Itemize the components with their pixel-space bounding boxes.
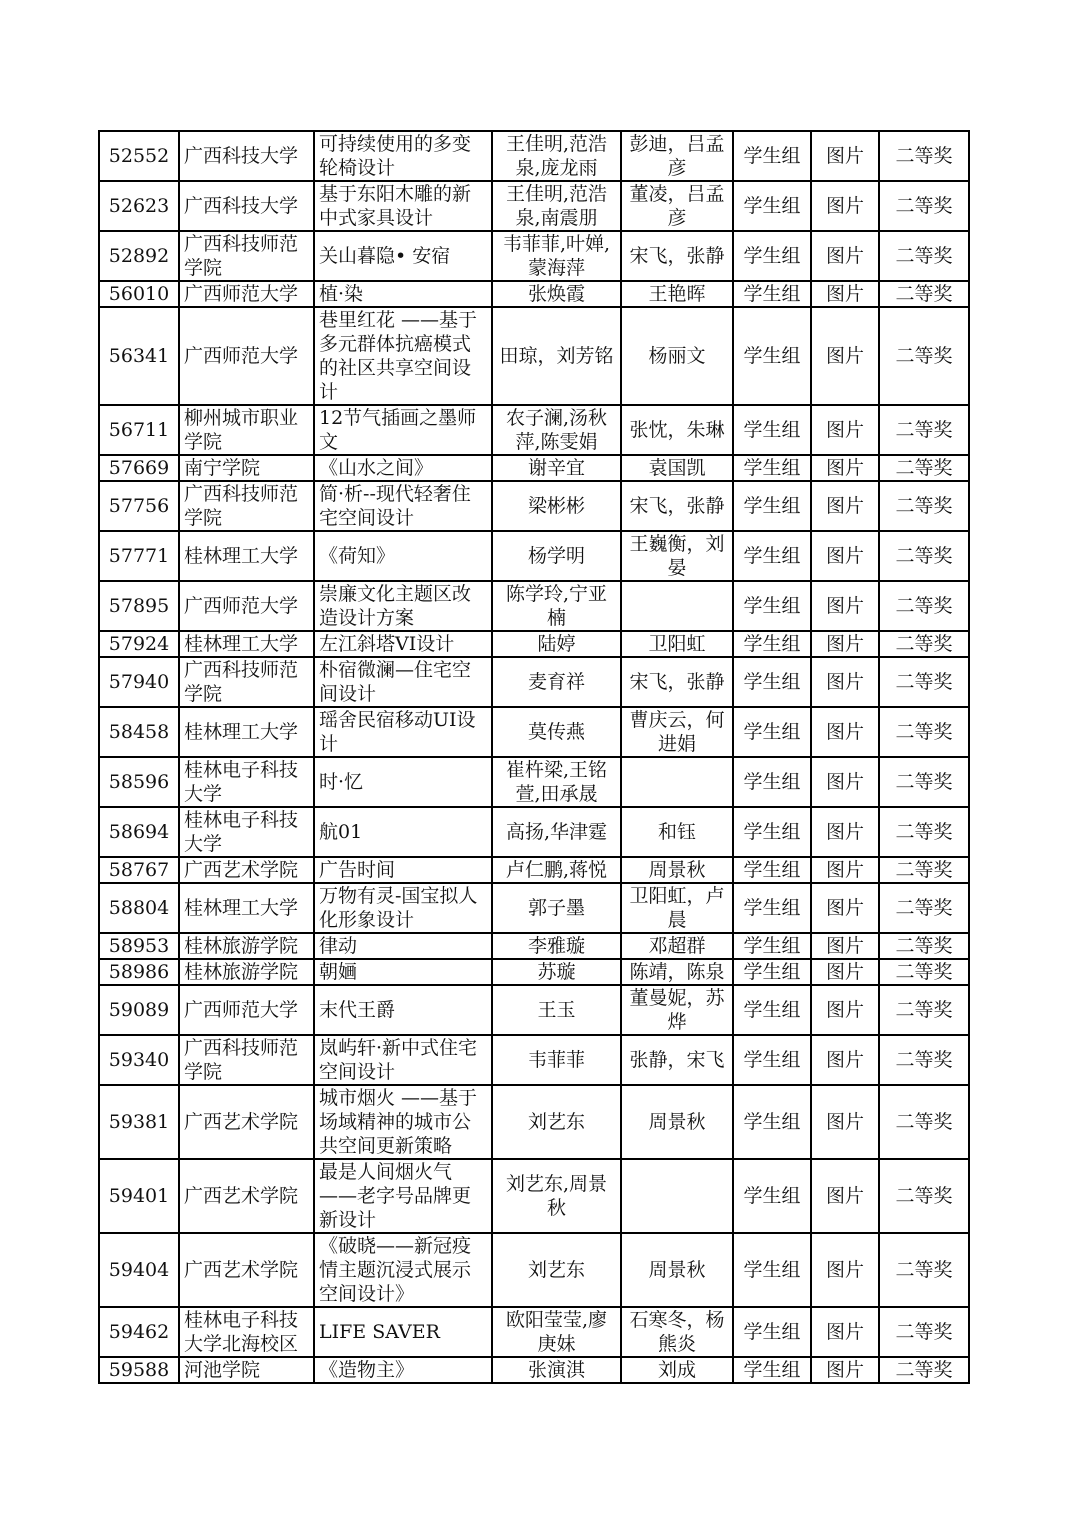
advisors-cell: 石寒冬，杨熊炎 xyxy=(621,1307,733,1357)
entry-id-cell: 59588 xyxy=(99,1357,179,1383)
advisors-cell: 彭迪，吕孟彦 xyxy=(621,131,733,181)
table-row xyxy=(99,657,969,707)
authors-cell: 卢仁鹏,蒋悦 xyxy=(492,857,621,883)
work-title-cell: 12节气插画之墨师文 xyxy=(314,405,492,455)
group-cell: 学生组 xyxy=(733,455,811,481)
work-type-cell: 图片 xyxy=(811,455,879,481)
group-cell: 学生组 xyxy=(733,1035,811,1085)
authors-cell: 韦菲菲 xyxy=(492,1035,621,1085)
prize-cell: 二等奖 xyxy=(879,1085,969,1159)
work-title-cell: 最是人间烟火气——老字号品牌更新设计 xyxy=(314,1159,492,1233)
advisors-cell: 周景秋 xyxy=(621,1233,733,1307)
work-title-cell: 广告时间 xyxy=(314,857,492,883)
table-row xyxy=(99,707,969,757)
prize-cell: 二等奖 xyxy=(879,1307,969,1357)
work-type-cell: 图片 xyxy=(811,1307,879,1357)
prize-cell: 二等奖 xyxy=(879,657,969,707)
work-type-cell: 图片 xyxy=(811,231,879,281)
table-row xyxy=(99,531,969,581)
award-table xyxy=(98,130,970,1384)
group-cell: 学生组 xyxy=(733,883,811,933)
entry-id-cell: 58953 xyxy=(99,933,179,959)
work-title-cell: 朴宿微澜—住宅空间设计 xyxy=(314,657,492,707)
school-cell: 桂林理工大学 xyxy=(179,531,314,581)
school-cell: 广西师范大学 xyxy=(179,281,314,307)
group-cell: 学生组 xyxy=(733,807,811,857)
group-cell: 学生组 xyxy=(733,181,811,231)
work-title-cell: 《山水之间》 xyxy=(314,455,492,481)
work-type-cell: 图片 xyxy=(811,807,879,857)
entry-id-cell: 57771 xyxy=(99,531,179,581)
work-title-cell: 《造物主》 xyxy=(314,1357,492,1383)
work-title-cell: 瑶舍民宿移动UI设计 xyxy=(314,707,492,757)
authors-cell: 王佳明,范浩泉,南震朋 xyxy=(492,181,621,231)
school-cell: 桂林电子科技大学 xyxy=(179,757,314,807)
advisors-cell: 宋飞，张静 xyxy=(621,481,733,531)
authors-cell: 陈学玲,宁亚楠 xyxy=(492,581,621,631)
authors-cell: 刘艺东 xyxy=(492,1233,621,1307)
school-cell: 广西科技师范学院 xyxy=(179,231,314,281)
advisors-cell: 杨丽文 xyxy=(621,307,733,405)
entry-id-cell: 59089 xyxy=(99,985,179,1035)
work-title-cell: 左江斜塔VI设计 xyxy=(314,631,492,657)
work-title-cell: 关山暮隐• 安宿 xyxy=(314,231,492,281)
table-row xyxy=(99,1085,969,1159)
authors-cell: 欧阳莹莹,廖庚妹 xyxy=(492,1307,621,1357)
school-cell: 广西科技师范学院 xyxy=(179,1035,314,1085)
entry-id-cell: 57924 xyxy=(99,631,179,657)
school-cell: 柳州城市职业学院 xyxy=(179,405,314,455)
authors-cell: 苏璇 xyxy=(492,959,621,985)
group-cell: 学生组 xyxy=(733,657,811,707)
work-title-cell: 航01 xyxy=(314,807,492,857)
prize-cell: 二等奖 xyxy=(879,1035,969,1085)
work-type-cell: 图片 xyxy=(811,581,879,631)
entry-id-cell: 56010 xyxy=(99,281,179,307)
table-row xyxy=(99,1035,969,1085)
work-title-cell: 《荷知》 xyxy=(314,531,492,581)
work-type-cell: 图片 xyxy=(811,481,879,531)
table-row xyxy=(99,1307,969,1357)
group-cell: 学生组 xyxy=(733,307,811,405)
table-row xyxy=(99,959,969,985)
table-row xyxy=(99,405,969,455)
school-cell: 广西艺术学院 xyxy=(179,1085,314,1159)
prize-cell: 二等奖 xyxy=(879,933,969,959)
advisors-cell: 陈靖，陈泉 xyxy=(621,959,733,985)
group-cell: 学生组 xyxy=(733,707,811,757)
school-cell: 广西艺术学院 xyxy=(179,1233,314,1307)
prize-cell: 二等奖 xyxy=(879,857,969,883)
group-cell: 学生组 xyxy=(733,1159,811,1233)
group-cell: 学生组 xyxy=(733,631,811,657)
entry-id-cell: 57895 xyxy=(99,581,179,631)
work-title-cell: 基于东阳木雕的新中式家具设计 xyxy=(314,181,492,231)
authors-cell: 陆婷 xyxy=(492,631,621,657)
prize-cell: 二等奖 xyxy=(879,1159,969,1233)
work-title-cell: 万物有灵-国宝拟人化形象设计 xyxy=(314,883,492,933)
prize-cell: 二等奖 xyxy=(879,757,969,807)
entry-id-cell: 58804 xyxy=(99,883,179,933)
group-cell: 学生组 xyxy=(733,131,811,181)
work-type-cell: 图片 xyxy=(811,657,879,707)
advisors-cell: 张忱，朱琳 xyxy=(621,405,733,455)
authors-cell: 谢辛宜 xyxy=(492,455,621,481)
group-cell: 学生组 xyxy=(733,1085,811,1159)
advisors-cell xyxy=(621,757,733,807)
entry-id-cell: 57756 xyxy=(99,481,179,531)
prize-cell: 二等奖 xyxy=(879,631,969,657)
prize-cell: 二等奖 xyxy=(879,707,969,757)
work-type-cell: 图片 xyxy=(811,531,879,581)
group-cell: 学生组 xyxy=(733,1307,811,1357)
authors-cell: 刘艺东 xyxy=(492,1085,621,1159)
table-row xyxy=(99,455,969,481)
advisors-cell: 卫阳虹 xyxy=(621,631,733,657)
prize-cell: 二等奖 xyxy=(879,959,969,985)
prize-cell: 二等奖 xyxy=(879,181,969,231)
advisors-cell xyxy=(621,581,733,631)
entry-id-cell: 58767 xyxy=(99,857,179,883)
authors-cell: 农子澜,汤秋萍,陈雯娟 xyxy=(492,405,621,455)
group-cell: 学生组 xyxy=(733,281,811,307)
authors-cell: 杨学明 xyxy=(492,531,621,581)
authors-cell: 张焕霞 xyxy=(492,281,621,307)
advisors-cell: 王艳晖 xyxy=(621,281,733,307)
work-type-cell: 图片 xyxy=(811,985,879,1035)
prize-cell: 二等奖 xyxy=(879,985,969,1035)
school-cell: 广西科技大学 xyxy=(179,131,314,181)
work-title-cell: 崇廉文化主题区改造设计方案 xyxy=(314,581,492,631)
advisors-cell: 卫阳虹，卢晨 xyxy=(621,883,733,933)
entry-id-cell: 58986 xyxy=(99,959,179,985)
entry-id-cell: 56341 xyxy=(99,307,179,405)
work-type-cell: 图片 xyxy=(811,631,879,657)
school-cell: 桂林理工大学 xyxy=(179,707,314,757)
prize-cell: 二等奖 xyxy=(879,405,969,455)
prize-cell: 二等奖 xyxy=(879,581,969,631)
table-row xyxy=(99,757,969,807)
entry-id-cell: 52623 xyxy=(99,181,179,231)
advisors-cell: 和钰 xyxy=(621,807,733,857)
table-row xyxy=(99,883,969,933)
table-row xyxy=(99,581,969,631)
table-row xyxy=(99,1159,969,1233)
school-cell: 桂林旅游学院 xyxy=(179,933,314,959)
table-row xyxy=(99,181,969,231)
prize-cell: 二等奖 xyxy=(879,455,969,481)
prize-cell: 二等奖 xyxy=(879,307,969,405)
work-type-cell: 图片 xyxy=(811,1159,879,1233)
authors-cell: 郭子墨 xyxy=(492,883,621,933)
school-cell: 桂林电子科技大学北海校区 xyxy=(179,1307,314,1357)
authors-cell: 田琼，刘芳铭 xyxy=(492,307,621,405)
authors-cell: 麦育祥 xyxy=(492,657,621,707)
group-cell: 学生组 xyxy=(733,405,811,455)
authors-cell: 王玉 xyxy=(492,985,621,1035)
authors-cell: 刘艺东,周景秋 xyxy=(492,1159,621,1233)
school-cell: 广西科技师范学院 xyxy=(179,481,314,531)
entry-id-cell: 58596 xyxy=(99,757,179,807)
work-type-cell: 图片 xyxy=(811,959,879,985)
advisors-cell: 周景秋 xyxy=(621,857,733,883)
work-type-cell: 图片 xyxy=(811,757,879,807)
advisors-cell: 张静，宋飞 xyxy=(621,1035,733,1085)
table-row xyxy=(99,1233,969,1307)
table-row xyxy=(99,807,969,857)
school-cell: 广西艺术学院 xyxy=(179,1159,314,1233)
entry-id-cell: 59340 xyxy=(99,1035,179,1085)
entry-id-cell: 58694 xyxy=(99,807,179,857)
table-row xyxy=(99,307,969,405)
group-cell: 学生组 xyxy=(733,933,811,959)
work-title-cell: 植·染 xyxy=(314,281,492,307)
table-row xyxy=(99,933,969,959)
work-type-cell: 图片 xyxy=(811,181,879,231)
advisors-cell: 邓超群 xyxy=(621,933,733,959)
work-title-cell: 可持续使用的多变轮椅设计 xyxy=(314,131,492,181)
work-type-cell: 图片 xyxy=(811,405,879,455)
school-cell: 桂林旅游学院 xyxy=(179,959,314,985)
work-type-cell: 图片 xyxy=(811,1085,879,1159)
work-title-cell: 朝婳 xyxy=(314,959,492,985)
school-cell: 广西科技大学 xyxy=(179,181,314,231)
work-type-cell: 图片 xyxy=(811,281,879,307)
table-row xyxy=(99,481,969,531)
school-cell: 广西师范大学 xyxy=(179,307,314,405)
work-type-cell: 图片 xyxy=(811,707,879,757)
group-cell: 学生组 xyxy=(733,857,811,883)
entry-id-cell: 56711 xyxy=(99,405,179,455)
group-cell: 学生组 xyxy=(733,481,811,531)
work-type-cell: 图片 xyxy=(811,883,879,933)
group-cell: 学生组 xyxy=(733,757,811,807)
work-title-cell: 末代王爵 xyxy=(314,985,492,1035)
table-row xyxy=(99,857,969,883)
award-table-body xyxy=(99,131,969,1383)
work-title-cell: 岚屿轩·新中式住宅空间设计 xyxy=(314,1035,492,1085)
entry-id-cell: 59401 xyxy=(99,1159,179,1233)
work-title-cell: LIFE SAVER xyxy=(314,1307,492,1357)
school-cell: 桂林理工大学 xyxy=(179,883,314,933)
group-cell: 学生组 xyxy=(733,231,811,281)
prize-cell: 二等奖 xyxy=(879,281,969,307)
advisors-cell: 董曼妮，苏烨 xyxy=(621,985,733,1035)
school-cell: 广西师范大学 xyxy=(179,581,314,631)
work-type-cell: 图片 xyxy=(811,307,879,405)
school-cell: 河池学院 xyxy=(179,1357,314,1383)
entry-id-cell: 59404 xyxy=(99,1233,179,1307)
prize-cell: 二等奖 xyxy=(879,807,969,857)
work-type-cell: 图片 xyxy=(811,857,879,883)
advisors-cell: 曹庆云，何进娟 xyxy=(621,707,733,757)
authors-cell: 张演淇 xyxy=(492,1357,621,1383)
work-title-cell: 律动 xyxy=(314,933,492,959)
group-cell: 学生组 xyxy=(733,1233,811,1307)
prize-cell: 二等奖 xyxy=(879,883,969,933)
authors-cell: 梁彬彬 xyxy=(492,481,621,531)
authors-cell: 王佳明,范浩泉,庞龙雨 xyxy=(492,131,621,181)
table-row xyxy=(99,1357,969,1383)
table-row xyxy=(99,631,969,657)
school-cell: 南宁学院 xyxy=(179,455,314,481)
work-title-cell: 巷里红花 ——基于多元群体抗癌模式的社区共享空间设计 xyxy=(314,307,492,405)
school-cell: 广西科技师范学院 xyxy=(179,657,314,707)
work-title-cell: 《破晓——新冠疫情主题沉浸式展示空间设计》 xyxy=(314,1233,492,1307)
authors-cell: 崔杵梁,王铭萱,田承晟 xyxy=(492,757,621,807)
entry-id-cell: 58458 xyxy=(99,707,179,757)
table-row xyxy=(99,131,969,181)
prize-cell: 二等奖 xyxy=(879,231,969,281)
table-row xyxy=(99,281,969,307)
prize-cell: 二等奖 xyxy=(879,1233,969,1307)
table-row xyxy=(99,231,969,281)
entry-id-cell: 57669 xyxy=(99,455,179,481)
advisors-cell: 袁国凯 xyxy=(621,455,733,481)
entry-id-cell: 52892 xyxy=(99,231,179,281)
advisors-cell xyxy=(621,1159,733,1233)
advisors-cell: 宋飞，张静 xyxy=(621,231,733,281)
work-title-cell: 简·析--现代轻奢住宅空间设计 xyxy=(314,481,492,531)
entry-id-cell: 59381 xyxy=(99,1085,179,1159)
group-cell: 学生组 xyxy=(733,959,811,985)
work-type-cell: 图片 xyxy=(811,1357,879,1383)
work-type-cell: 图片 xyxy=(811,933,879,959)
entry-id-cell: 52552 xyxy=(99,131,179,181)
school-cell: 桂林电子科技大学 xyxy=(179,807,314,857)
entry-id-cell: 57940 xyxy=(99,657,179,707)
school-cell: 广西师范大学 xyxy=(179,985,314,1035)
group-cell: 学生组 xyxy=(733,581,811,631)
advisors-cell: 董凌，吕孟彦 xyxy=(621,181,733,231)
entry-id-cell: 59462 xyxy=(99,1307,179,1357)
group-cell: 学生组 xyxy=(733,985,811,1035)
prize-cell: 二等奖 xyxy=(879,481,969,531)
work-title-cell: 时·忆 xyxy=(314,757,492,807)
advisors-cell: 宋飞，张静 xyxy=(621,657,733,707)
work-type-cell: 图片 xyxy=(811,131,879,181)
authors-cell: 莫传燕 xyxy=(492,707,621,757)
table-row xyxy=(99,985,969,1035)
school-cell: 广西艺术学院 xyxy=(179,857,314,883)
prize-cell: 二等奖 xyxy=(879,1357,969,1383)
group-cell: 学生组 xyxy=(733,1357,811,1383)
authors-cell: 高扬,华津霆 xyxy=(492,807,621,857)
work-type-cell: 图片 xyxy=(811,1035,879,1085)
prize-cell: 二等奖 xyxy=(879,531,969,581)
advisors-cell: 王巍衡，刘晏 xyxy=(621,531,733,581)
work-title-cell: 城市烟火 ——基于场域精神的城市公共空间更新策略 xyxy=(314,1085,492,1159)
school-cell: 桂林理工大学 xyxy=(179,631,314,657)
authors-cell: 韦菲菲,叶婵,蒙海萍 xyxy=(492,231,621,281)
advisors-cell: 刘成 xyxy=(621,1357,733,1383)
prize-cell: 二等奖 xyxy=(879,131,969,181)
advisors-cell: 周景秋 xyxy=(621,1085,733,1159)
authors-cell: 李雅璇 xyxy=(492,933,621,959)
group-cell: 学生组 xyxy=(733,531,811,581)
work-type-cell: 图片 xyxy=(811,1233,879,1307)
